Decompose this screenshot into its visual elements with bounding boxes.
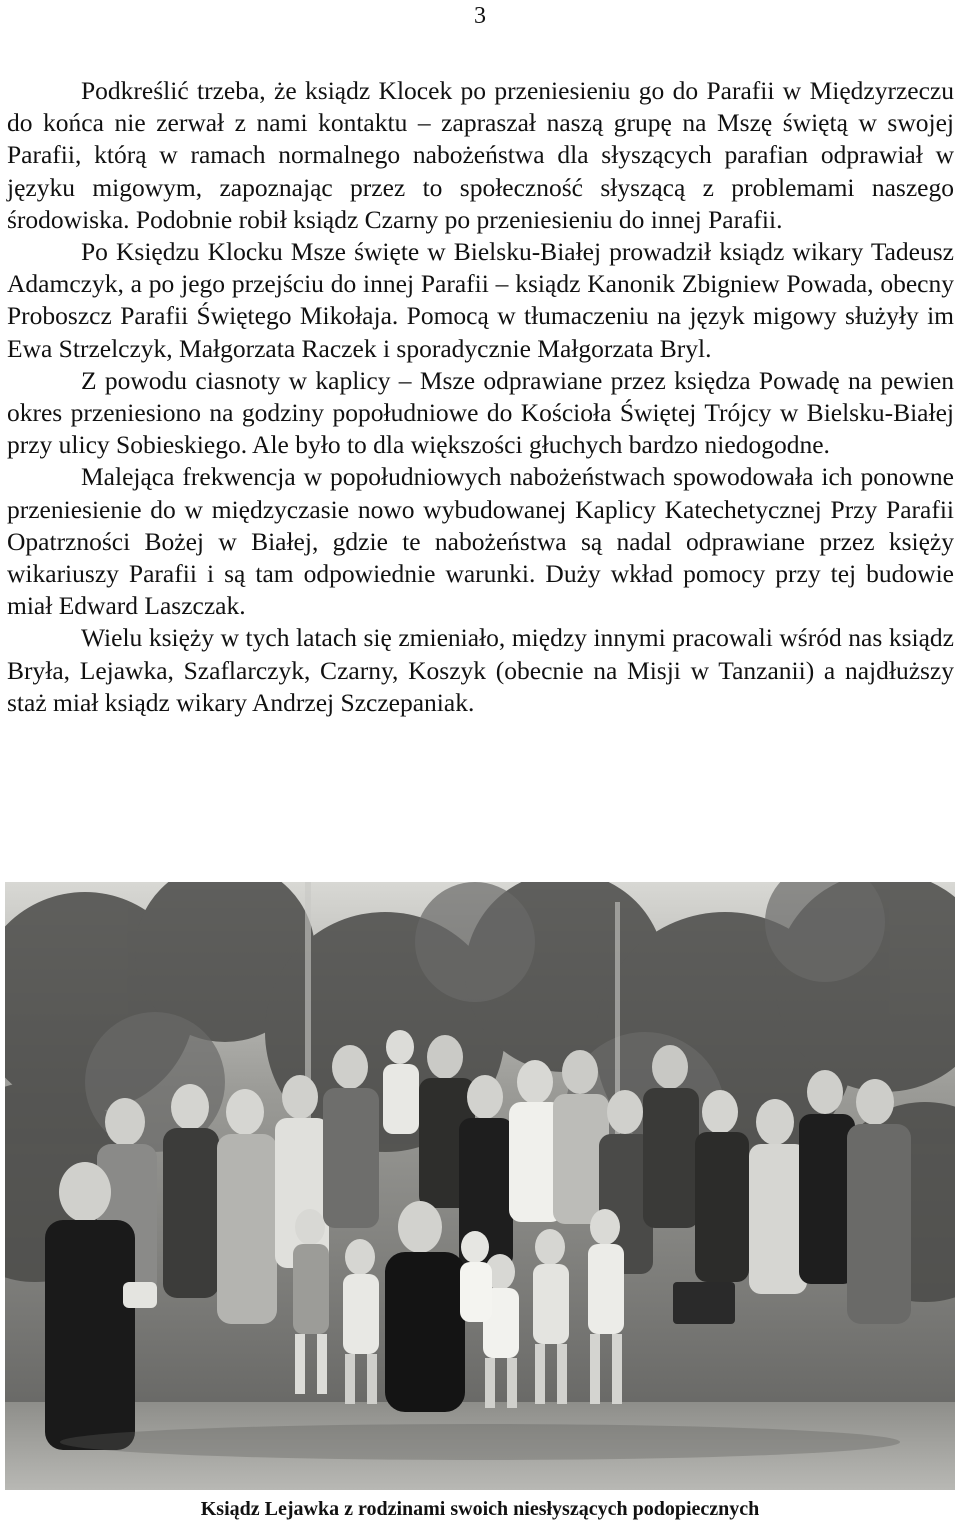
paragraph-2: Po Księdzu Klocku Msze święte w Bielsku-Białej prowadził ksiądz wikary Tadeusz Adamczyk, a po jego przejściu do innej Parafii – ksiądz Kanonik Zbigniew Powada, obecny Proboszcz Parafii Świętego Mikołaja. Pomocą w tłumaczeniu na język migowy służyły im Ewa Strzelczyk, Małgorzata Raczek i sporadycznie Małgorzata Bryl.	[7, 237, 954, 363]
paragraph-3: Z powodu ciasnoty w kaplicy – Msze odprawiane przez księdza Powadę na pewien okres przeniesiono na godziny popołudniowe do Kościoła Świętej Trójcy w Bielsku-Białej przy ulicy Sobieskiego. Ale było to dla większości głuchych bardzo niedogodne.	[7, 365, 954, 460]
group-photo-illustration	[5, 882, 955, 1490]
paragraph-4: Malejąca frekwencja w popołudniowych nabożeństwach spowodowała ich ponowne przeniesienie do w międzyczasie nowo wybudowanej Kaplicy Katechetycznej Przy Parafii Opatrzności Bożej w Białej, gdzie te nabożeństwa są nadal odprawiane przez księży wikariuszy Parafii i są tam odpowiednie warunki. Duży wkład pomocy przy tej budowie miał Edward Laszczak.	[7, 462, 954, 621]
page-number: 3	[474, 3, 486, 29]
body-text	[7, 75, 954, 719]
paragraph-1: Podkreślić trzeba, że ksiądz Klocek po przeniesieniu go do Parafii w Międzyrzeczu do końca nie zerwał z nami kontaktu – zapraszał naszą grupę na Mszę świętą w swojej Parafii, którą w ramach normalnego nabożeństwa dla słyszących parafian odprawiał w języku migowym, zapoznając przez to społeczność słyszącą z problemami naszego środowiska. Podobnie robił ksiądz Czarny po przeniesieniu do innej Parafii.	[7, 76, 954, 234]
photo-caption: Ksiądz Lejawka z rodzinami swoich niesłyszących podopiecznych	[200, 1498, 760, 1520]
paragraph-5: Wielu księży w tych latach się zmieniało, między innymi pracowali wśród nas ksiądz Bryła, Lejawka, Szaflarczyk, Czarny, Koszyk (obecnie na Misji w Tanzanii) a najdłuższy staż miał ksiądz wikary Andrzej Szczepaniak.	[7, 623, 954, 717]
group-photo	[5, 882, 955, 1490]
